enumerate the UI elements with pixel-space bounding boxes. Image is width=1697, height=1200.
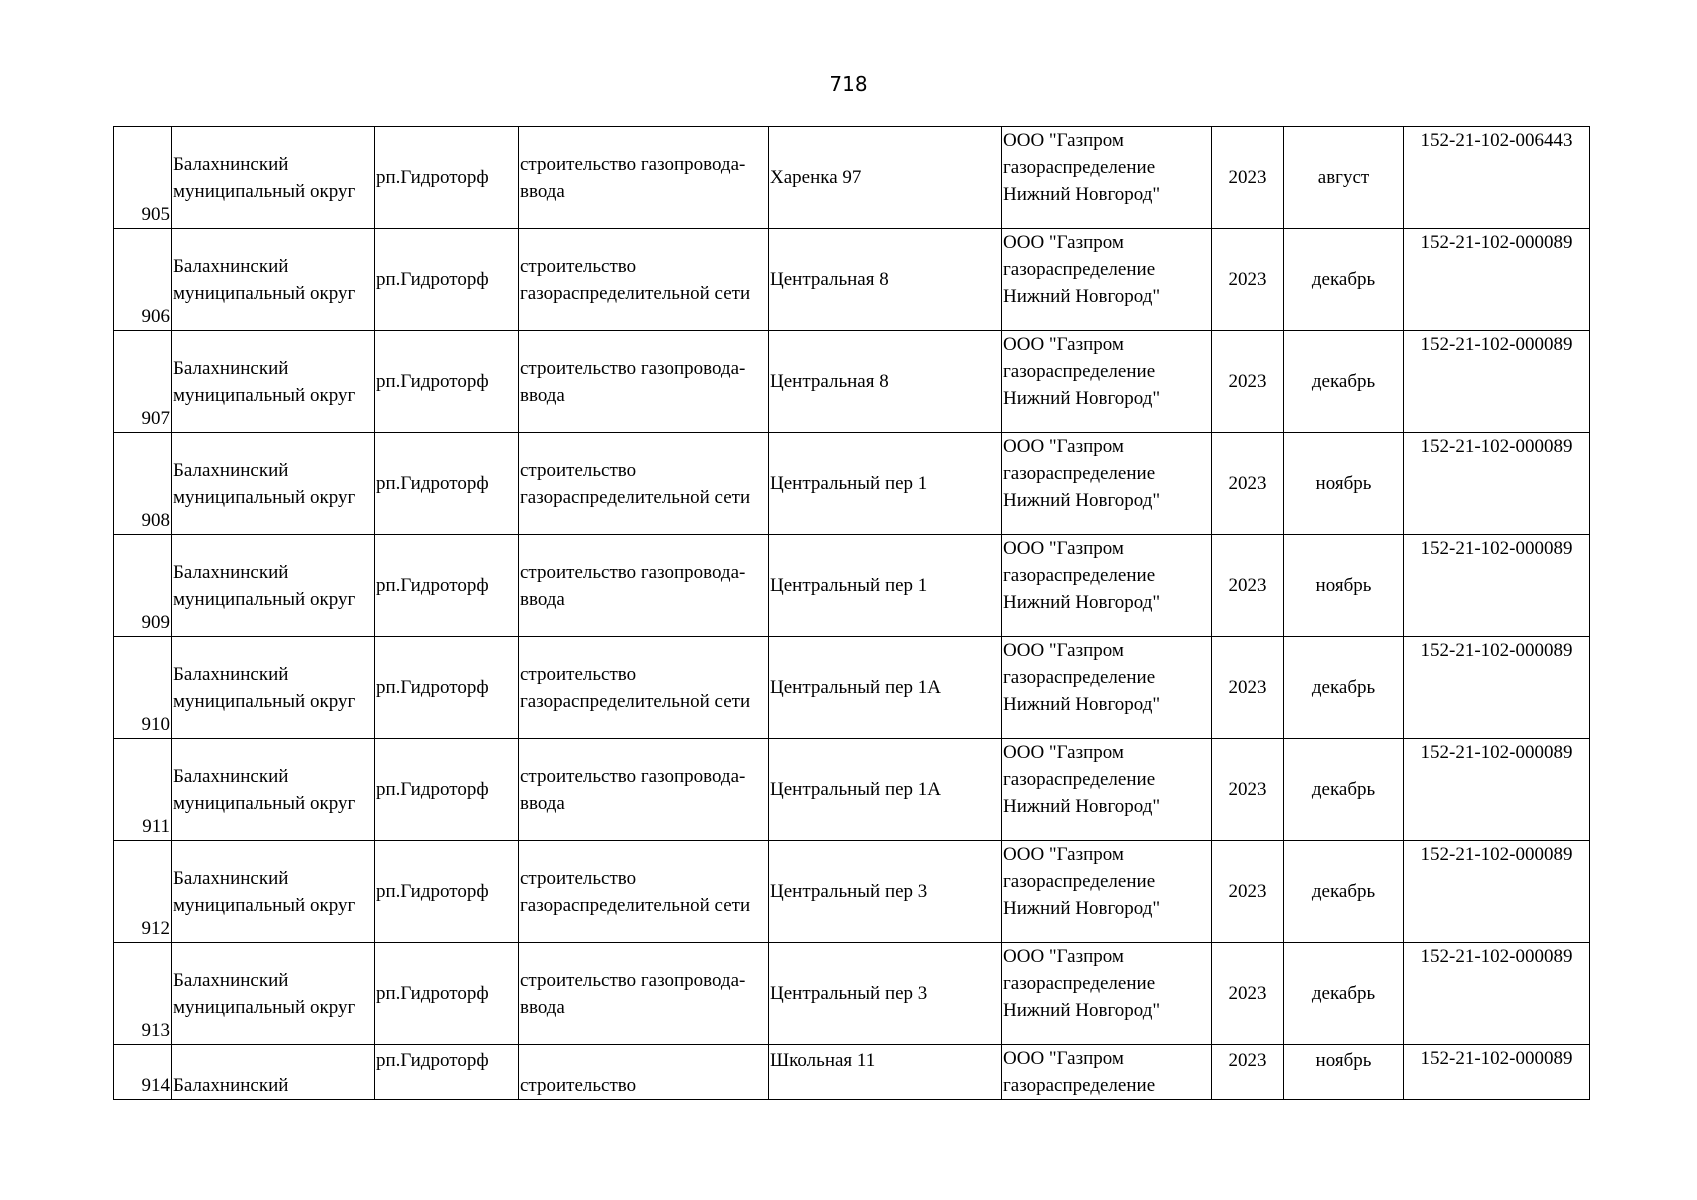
- settlement-cell: рп.Гидроторф: [375, 433, 519, 535]
- district-line: Балахнинский: [173, 1075, 289, 1096]
- settlement-cell: рп.Гидроторф: [375, 637, 519, 739]
- year-cell: 2023: [1212, 535, 1284, 637]
- organization-line: Нижний Новгород": [1003, 184, 1161, 205]
- settlement-cell: рп.Гидроторф: [375, 1045, 519, 1100]
- month-cell: ноябрь: [1284, 535, 1404, 637]
- month-cell: декабрь: [1284, 331, 1404, 433]
- row-number-cell: 914: [114, 1045, 172, 1100]
- work-type-cell: [519, 127, 769, 229]
- organization-line: Нижний Новгород": [1003, 1000, 1161, 1021]
- table-row: [114, 943, 1590, 1045]
- district-cell: [172, 637, 375, 739]
- work-type-line: газораспределительной сети: [520, 894, 751, 916]
- organization-cell: [1002, 127, 1212, 229]
- district-cell: [172, 739, 375, 841]
- district-line: Балахнинский: [173, 663, 289, 685]
- row-number-cell: 911: [114, 739, 172, 841]
- organization-cell: [1002, 637, 1212, 739]
- row-number-cell: 909: [114, 535, 172, 637]
- district-line: Балахнинский: [173, 153, 289, 175]
- organization-line: ООО "Газпром: [1003, 946, 1124, 967]
- work-type-line: строительство: [520, 663, 637, 685]
- address-cell: Центральный пер 3: [769, 943, 1002, 1045]
- work-type-cell: [519, 535, 769, 637]
- year-cell: 2023: [1212, 1045, 1284, 1100]
- district-line: муниципальный округ: [173, 588, 356, 610]
- organization-line: ООО "Газпром: [1003, 742, 1124, 763]
- work-type-line: ввода: [520, 792, 565, 814]
- organization-cell: [1002, 433, 1212, 535]
- district-cell: [172, 229, 375, 331]
- work-type-line: газораспределительной сети: [520, 486, 751, 508]
- district-line: муниципальный округ: [173, 690, 356, 712]
- organization-line: ООО "Газпром: [1003, 436, 1124, 457]
- district-cell: [172, 841, 375, 943]
- address-cell: Центральный пер 1: [769, 535, 1002, 637]
- organization-line: Нижний Новгород": [1003, 490, 1161, 511]
- work-type-cell: [519, 841, 769, 943]
- organization-cell: [1002, 535, 1212, 637]
- work-type-line: ввода: [520, 180, 565, 202]
- district-line: муниципальный округ: [173, 180, 356, 202]
- work-type-line: ввода: [520, 384, 565, 406]
- month-cell: декабрь: [1284, 637, 1404, 739]
- table-row: [114, 637, 1590, 739]
- table-row: [114, 127, 1590, 229]
- object-code-cell: 152-21-102-000089: [1404, 943, 1590, 1045]
- organization-cell: [1002, 841, 1212, 943]
- organization-line: газораспределение: [1003, 361, 1156, 382]
- district-cell: [172, 535, 375, 637]
- organization-line: ООО "Газпром: [1003, 232, 1124, 253]
- work-type-cell: [519, 433, 769, 535]
- settlement-cell: рп.Гидроторф: [375, 535, 519, 637]
- row-number-cell: 913: [114, 943, 172, 1045]
- district-cell: [172, 433, 375, 535]
- organization-line: ООО "Газпром: [1003, 640, 1124, 661]
- organization-cell: [1002, 331, 1212, 433]
- organization-line: Нижний Новгород": [1003, 694, 1161, 715]
- organization-line: газораспределение: [1003, 667, 1156, 688]
- row-number-cell: 906: [114, 229, 172, 331]
- organization-line: газораспределение: [1003, 871, 1156, 892]
- district-line: муниципальный округ: [173, 894, 356, 916]
- year-cell: 2023: [1212, 841, 1284, 943]
- year-cell: 2023: [1212, 127, 1284, 229]
- organization-line: ООО "Газпром: [1003, 334, 1124, 355]
- organization-line: Нижний Новгород": [1003, 286, 1161, 307]
- organization-line: газораспределение: [1003, 259, 1156, 280]
- month-cell: декабрь: [1284, 841, 1404, 943]
- month-cell: декабрь: [1284, 229, 1404, 331]
- district-line: муниципальный округ: [173, 792, 356, 814]
- settlement-cell: рп.Гидроторф: [375, 331, 519, 433]
- organization-line: газораспределение: [1003, 463, 1156, 484]
- organization-cell: [1002, 229, 1212, 331]
- district-line: Балахнинский: [173, 969, 289, 991]
- work-type-line: строительство: [520, 867, 637, 889]
- table-body: [114, 127, 1590, 1100]
- address-cell: Центральный пер 1А: [769, 739, 1002, 841]
- work-type-line: ввода: [520, 996, 565, 1018]
- year-cell: 2023: [1212, 229, 1284, 331]
- address-cell: Центральная 8: [769, 331, 1002, 433]
- district-line: Балахнинский: [173, 765, 289, 787]
- organization-line: газораспределение: [1003, 565, 1156, 586]
- page-number: 718: [829, 72, 868, 96]
- work-type-line: строительство: [520, 1075, 637, 1096]
- object-code-cell: 152-21-102-006443: [1404, 127, 1590, 229]
- work-type-line: строительство газопровода-: [520, 153, 746, 175]
- object-code-cell: 152-21-102-000089: [1404, 535, 1590, 637]
- settlement-cell: рп.Гидроторф: [375, 127, 519, 229]
- row-number-cell: 910: [114, 637, 172, 739]
- address-cell: Центральный пер 1А: [769, 637, 1002, 739]
- table-row: [114, 331, 1590, 433]
- table-row: [114, 1045, 1590, 1100]
- district-cell: [172, 127, 375, 229]
- work-type-cell: [519, 943, 769, 1045]
- district-line: Балахнинский: [173, 459, 289, 481]
- work-type-line: строительство: [520, 459, 637, 481]
- work-type-line: строительство газопровода-: [520, 765, 746, 787]
- district-line: муниципальный округ: [173, 282, 356, 304]
- organization-cell: [1002, 1045, 1212, 1100]
- address-cell: Харенка 97: [769, 127, 1002, 229]
- work-type-line: строительство газопровода-: [520, 969, 746, 991]
- year-cell: 2023: [1212, 637, 1284, 739]
- organization-line: газораспределение: [1003, 769, 1156, 790]
- organization-line: Нижний Новгород": [1003, 898, 1161, 919]
- table-row: [114, 535, 1590, 637]
- district-line: муниципальный округ: [173, 996, 356, 1018]
- organization-cell: [1002, 943, 1212, 1045]
- organization-line: ООО "Газпром: [1003, 130, 1124, 151]
- settlement-cell: рп.Гидроторф: [375, 841, 519, 943]
- district-line: муниципальный округ: [173, 486, 356, 508]
- object-code-cell: 152-21-102-000089: [1404, 331, 1590, 433]
- object-code-cell: 152-21-102-000089: [1404, 637, 1590, 739]
- month-cell: август: [1284, 127, 1404, 229]
- settlement-cell: рп.Гидроторф: [375, 229, 519, 331]
- month-cell: ноябрь: [1284, 433, 1404, 535]
- year-cell: 2023: [1212, 739, 1284, 841]
- district-cell: [172, 331, 375, 433]
- row-number-cell: 905: [114, 127, 172, 229]
- table-row: [114, 739, 1590, 841]
- district-line: Балахнинский: [173, 561, 289, 583]
- address-cell: Центральный пер 3: [769, 841, 1002, 943]
- organization-line: ООО "Газпром: [1003, 844, 1124, 865]
- settlement-cell: рп.Гидроторф: [375, 943, 519, 1045]
- organization-line: Нижний Новгород": [1003, 592, 1161, 613]
- district-line: Балахнинский: [173, 357, 289, 379]
- district-cell: [172, 1045, 375, 1100]
- row-number-cell: 912: [114, 841, 172, 943]
- month-cell: декабрь: [1284, 739, 1404, 841]
- object-code-cell: 152-21-102-000089: [1404, 433, 1590, 535]
- object-code-cell: 152-21-102-000089: [1404, 229, 1590, 331]
- year-cell: 2023: [1212, 433, 1284, 535]
- object-code-cell: 152-21-102-000089: [1404, 1045, 1590, 1100]
- organization-line: газораспределение: [1003, 973, 1156, 994]
- object-code-cell: 152-21-102-000089: [1404, 841, 1590, 943]
- address-cell: Центральный пер 1: [769, 433, 1002, 535]
- work-type-line: ввода: [520, 588, 565, 610]
- work-type-cell: [519, 739, 769, 841]
- row-number-cell: 908: [114, 433, 172, 535]
- organization-line: ООО "Газпром: [1003, 1048, 1124, 1069]
- row-number-cell: 907: [114, 331, 172, 433]
- work-type-cell: [519, 637, 769, 739]
- district-cell: [172, 943, 375, 1045]
- object-code-cell: 152-21-102-000089: [1404, 739, 1590, 841]
- organization-line: газораспределение: [1003, 157, 1156, 178]
- district-line: Балахнинский: [173, 867, 289, 889]
- table-row: [114, 229, 1590, 331]
- work-type-line: газораспределительной сети: [520, 690, 751, 712]
- organization-cell: [1002, 739, 1212, 841]
- address-cell: Школьная 11: [769, 1045, 1002, 1100]
- year-cell: 2023: [1212, 943, 1284, 1045]
- district-line: муниципальный округ: [173, 384, 356, 406]
- table-row: [114, 433, 1590, 535]
- work-type-cell: [519, 331, 769, 433]
- year-cell: 2023: [1212, 331, 1284, 433]
- gas-works-table: [113, 126, 1590, 1100]
- organization-line: Нижний Новгород": [1003, 796, 1161, 817]
- district-line: Балахнинский: [173, 255, 289, 277]
- organization-line: Нижний Новгород": [1003, 388, 1161, 409]
- organization-line: ООО "Газпром: [1003, 538, 1124, 559]
- address-cell: Центральная 8: [769, 229, 1002, 331]
- month-cell: декабрь: [1284, 943, 1404, 1045]
- work-type-cell: [519, 229, 769, 331]
- month-cell: ноябрь: [1284, 1045, 1404, 1100]
- work-type-line: строительство: [520, 255, 637, 277]
- work-type-line: строительство газопровода-: [520, 561, 746, 583]
- table-row: [114, 841, 1590, 943]
- organization-line: газораспределение: [1003, 1075, 1156, 1096]
- settlement-cell: рп.Гидроторф: [375, 739, 519, 841]
- work-type-line: газораспределительной сети: [520, 282, 751, 304]
- work-type-line: строительство газопровода-: [520, 357, 746, 379]
- work-type-cell: [519, 1045, 769, 1100]
